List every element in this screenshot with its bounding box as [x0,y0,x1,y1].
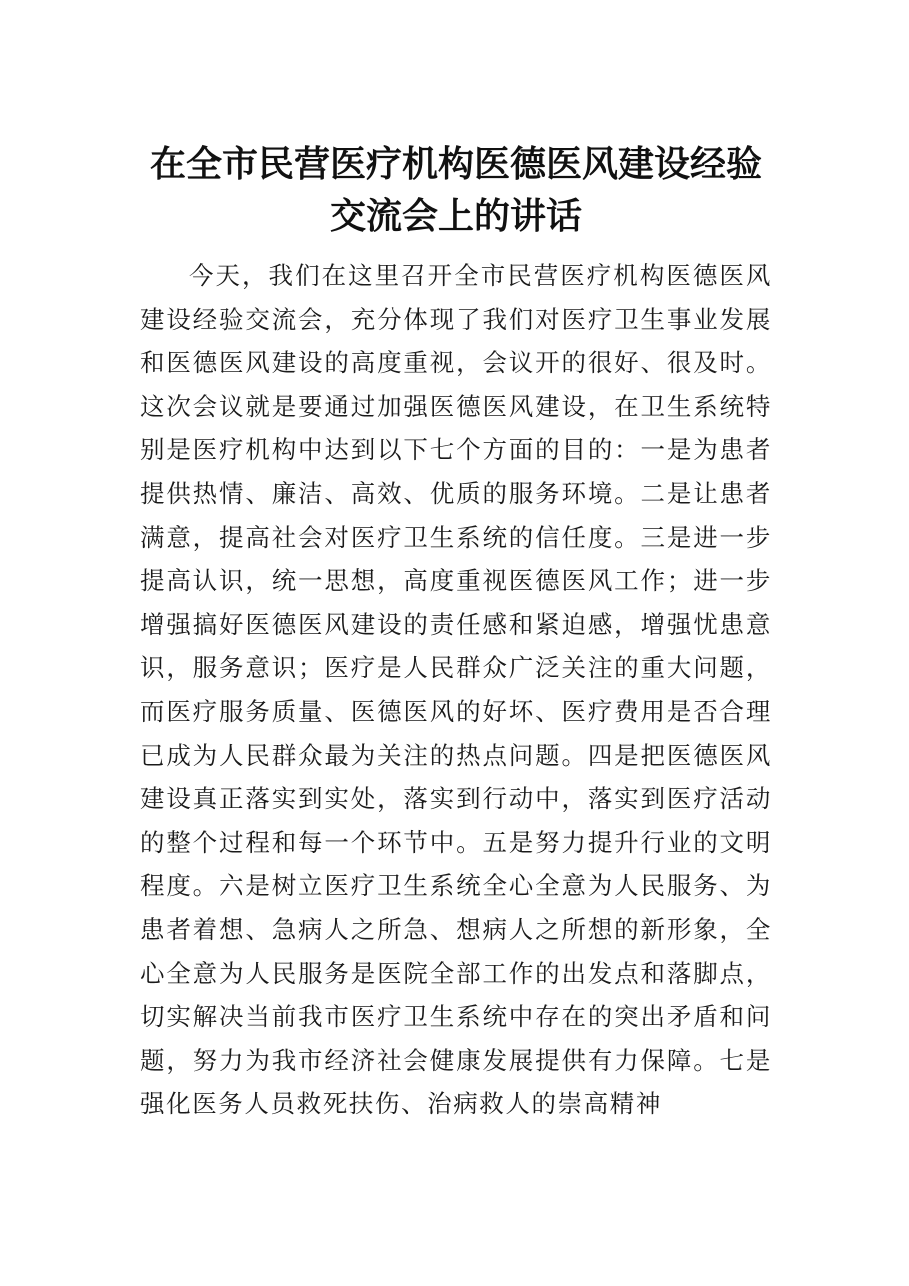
body-paragraph: 今天，我们在这里召开全市民营医疗机构医德医风建设经验交流会，充分体现了我们对医疗卫生事业发展和医德医风建设的高度重视，会议开的很好、很及时。这次会议就是要通过加强医德医风建设，在卫生系统特别是医疗机构中达到以下七个方面的目的：一是为患者提供热情、廉洁、高效、优质的服务环境。二是让患者满意，提高社会对医疗卫生系统的信任度。三是进一步提高认识，统一思想，高度重视医德医风工作；进一步增强搞好医德医风建设的责任感和紧迫感，增强忧患意识，服务意识；医疗是人民群众广泛关注的重大问题，而医疗服务质量、医德医风的好坏、医疗费用是否合理已成为人民群众最为关注的热点问题。四是把医德医风建设真正落实到实处，落实到行动中，落实到医疗活动的整个过程和每一个环节中。五是努力提升行业的文明程度。六是树立医疗卫生系统全心全意为人民服务、为患者着想、急病人之所急、想病人之所想的新形象，全心全意为人民服务是医院全部工作的出发点和落脚点，切实解决当前我市医疗卫生系统中存在的突出矛盾和问题，努力为我市经济社会健康发展提供有力保障。七是强化医务人员救死扶伤、治病救人的崇高精神 [140,261,772,1119]
document-title: 在全市民营医疗机构医德医风建设经验交流会上的讲话 [149,143,762,237]
